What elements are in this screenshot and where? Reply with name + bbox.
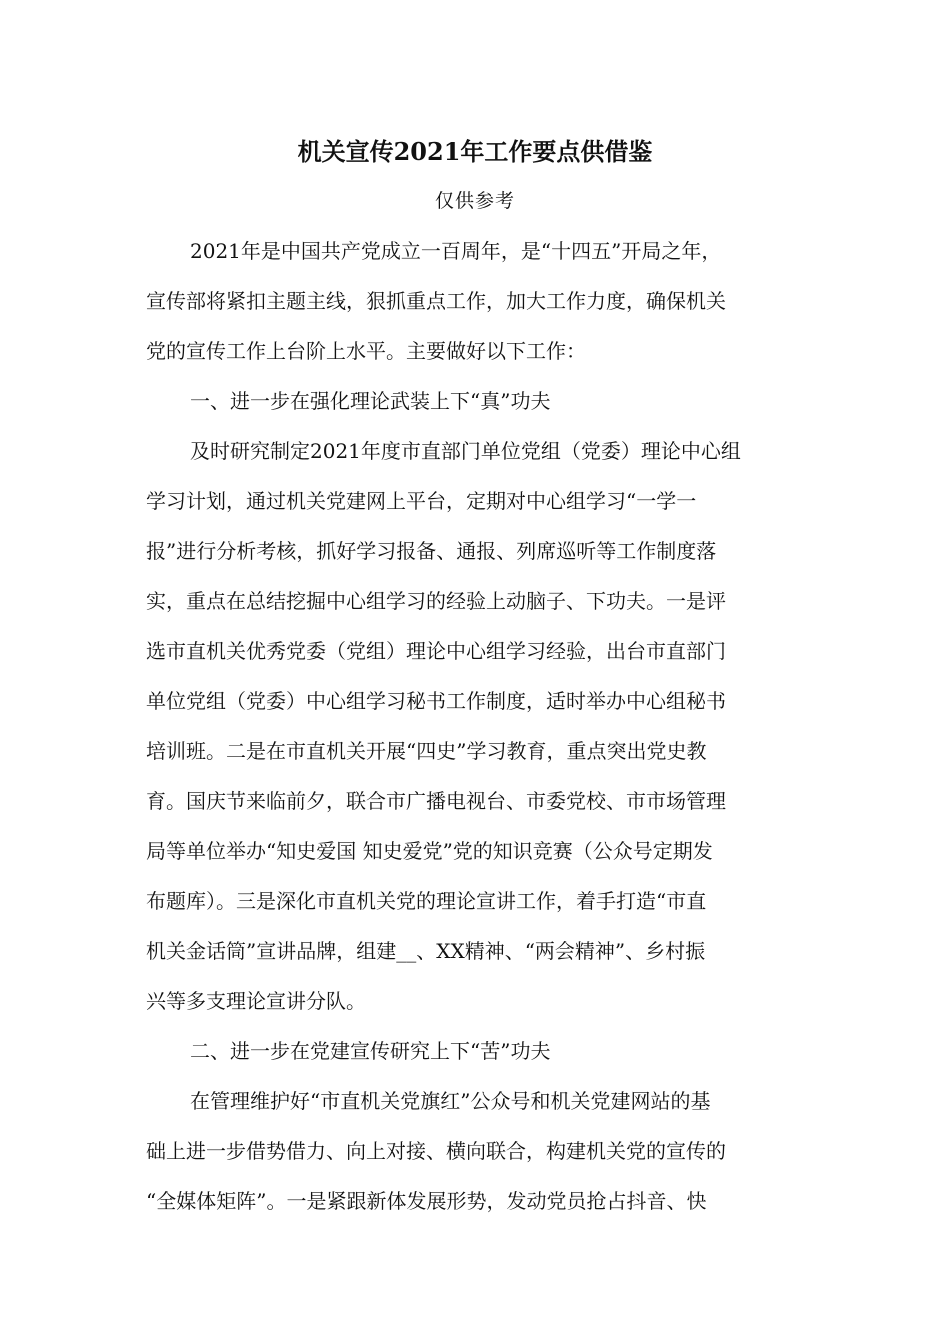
paragraph-line: 机关金话筒”宣讲品牌，组建__、XX精神、“两会精神”、乡村振: [146, 939, 706, 963]
paragraph-line: 在管理维护好“市直机关党旗红”公众号和机关党建网站的基: [190, 1089, 711, 1113]
paragraph-line: 宣传部将紧扣主题主线，狠抓重点工作，加大工作力度，确保机关: [146, 289, 726, 313]
paragraph-line: 报”进行分析考核，抓好学习报备、通报、列席巡听等工作制度落: [146, 539, 717, 563]
paragraph-line: 2021年是中国共产党成立一百周年，是“十四五”开局之年，: [190, 239, 722, 263]
paragraph-line: 局等单位举办“知史爱国 知史爱党”党的知识竞赛（公众号定期发: [146, 839, 713, 863]
section-heading-1: 一、进一步在强化理论武装上下“真”功夫: [190, 389, 551, 413]
paragraph-line: 础上进一步借势借力、向上对接、横向联合，构建机关党的宣传的: [146, 1139, 726, 1163]
paragraph-line: 兴等多支理论宣讲分队。: [146, 989, 366, 1013]
document-title: 机关宣传2021年工作要点供借鉴: [297, 137, 653, 166]
paragraph-line: 选市直机关优秀党委（党组）理论中心组学习经验，出台市直部门: [146, 639, 726, 663]
section-heading-2: 二、进一步在党建宣传研究上下“苦”功夫: [190, 1039, 551, 1063]
paragraph-line: 实，重点在总结挖掘中心组学习的经验上动脑子、下功夫。一是评: [146, 589, 726, 613]
paragraph-line: 及时研究制定2021年度市直部门单位党组（党委）理论中心组: [190, 439, 741, 463]
paragraph-line: 学习计划，通过机关党建网上平台，定期对中心组学习“一学一: [146, 489, 697, 513]
paragraph-line: 单位党组（党委）中心组学习秘书工作制度，适时举办中心组秘书: [146, 689, 726, 713]
document-subtitle: 仅供参考: [434, 190, 515, 212]
paragraph-line: 培训班。二是在市直机关开展“四史”学习教育，重点突出党史教: [146, 739, 707, 763]
paragraph-line: 布题库）。三是深化市直机关党的理论宣讲工作，着手打造“市直: [146, 889, 707, 913]
paragraph-line: “全媒体矩阵”。一是紧跟新体发展形势，发动党员抢占抖音、快: [146, 1189, 707, 1213]
paragraph-line: 育。国庆节来临前夕，联合市广播电视台、市委党校、市市场管理: [146, 789, 726, 813]
paragraph-line: 党的宣传工作上台阶上水平。主要做好以下工作：: [146, 339, 586, 363]
